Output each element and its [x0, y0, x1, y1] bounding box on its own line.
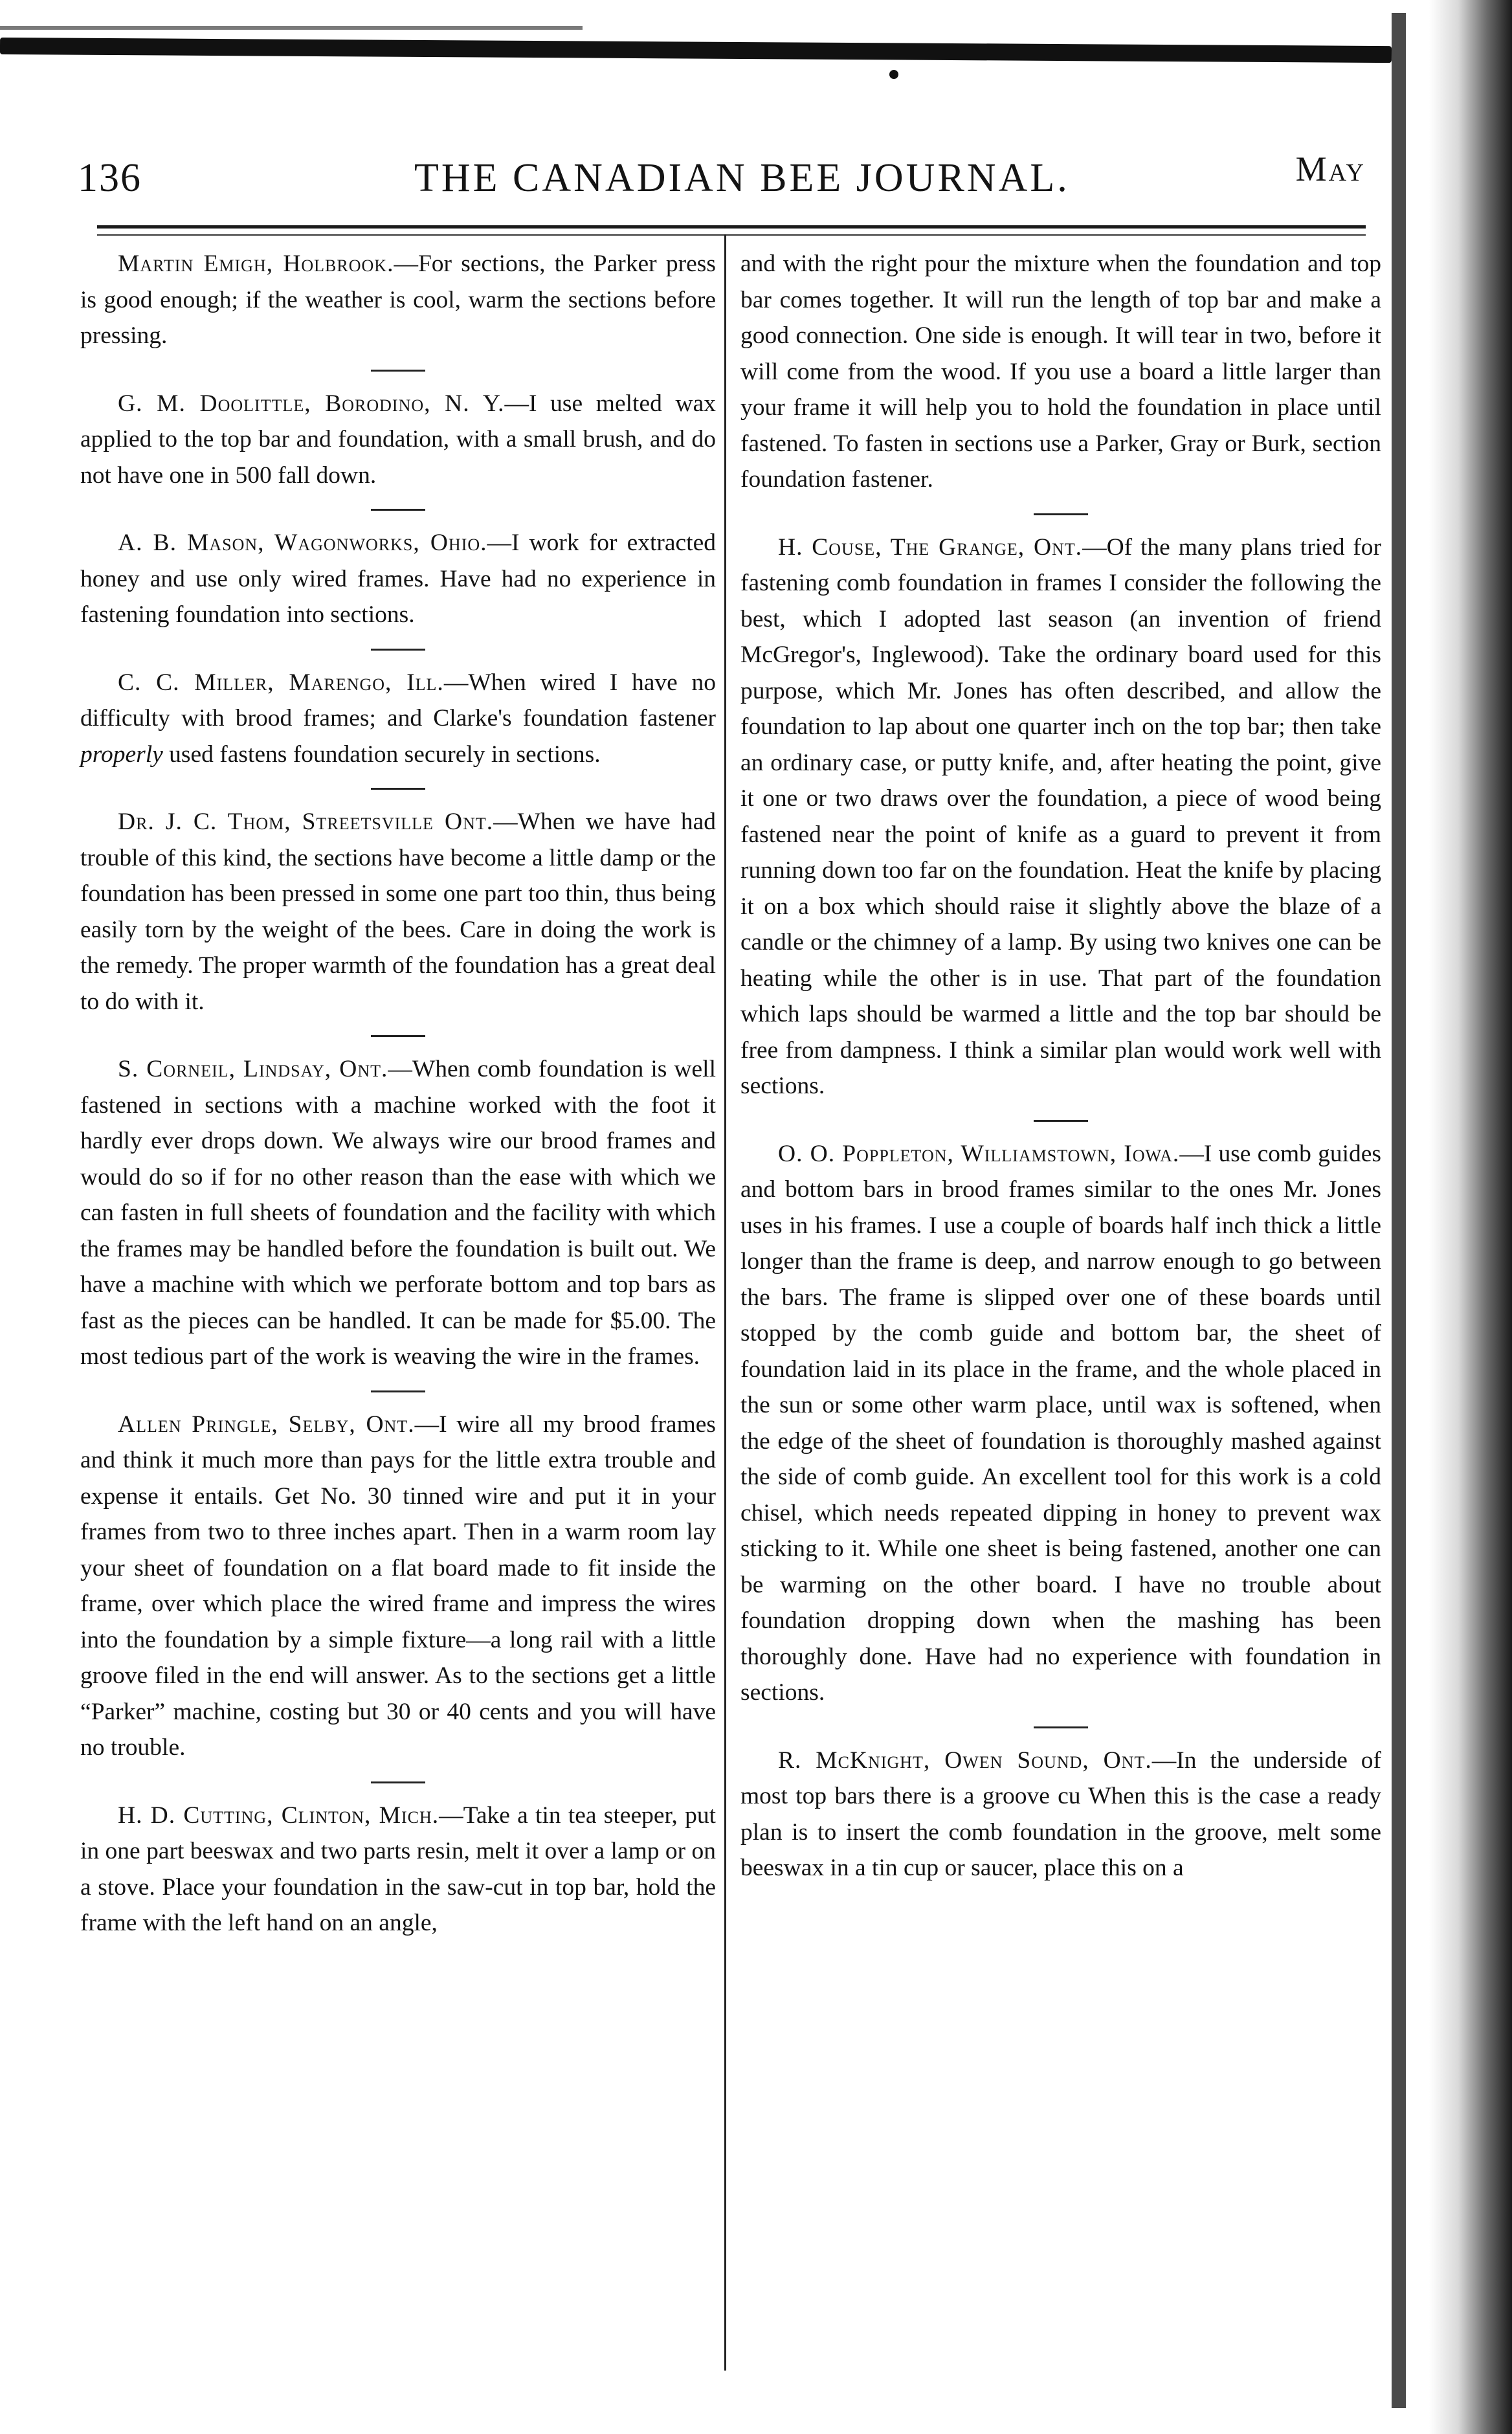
- top-border-thin: [0, 26, 583, 30]
- letter-text: —I use melted wax applied to the top bar and foundation, with a small brush, and do not have one in 500 fall down.: [80, 390, 716, 489]
- ink-dot: [889, 70, 898, 79]
- correspondent-name: R. McKnight, Owen Sound, Ont.: [778, 1747, 1152, 1774]
- page-header: [78, 150, 1366, 220]
- letter-text: —In the underside of most top bars there is a groove cu When this is the case a ready plan is to insert the comb foundation in the groove, melt some beeswax in a tin cup or saucer, place this on a: [740, 1747, 1381, 1881]
- letter-pringle: [80, 1407, 716, 1766]
- letter-mason: [80, 525, 716, 633]
- column-divider: [724, 234, 726, 2371]
- letter-text: —For sections, the Parker press is good enough; if the weather is cool, warm the sections before pressing.: [80, 251, 716, 349]
- letter-text: —I work for extracted honey and use only wired frames. Have had no experience in fastening foundation into sections.: [80, 530, 716, 628]
- letter-cutting-continued: and with the right pour the mixture when the foundation and top bar comes together. It will run the length of top bar and make a good connection. One side is enough. It will tear in two, before it will come from the wood. If you use a board a little larger than your frame it will help you to hold the foundation in place until fastened. To fasten in sections use a Parker, Gray or Burk, section foundation fastener.: [740, 251, 1381, 493]
- separator-rule: [1034, 513, 1088, 515]
- letter-corneil: [80, 1051, 716, 1375]
- letter-doolittle: [80, 386, 716, 494]
- issue-month: May: [1295, 150, 1366, 188]
- correspondent-name: A. B. Mason, Wagonworks, Ohio.: [118, 530, 487, 556]
- separator-rule: [371, 509, 425, 511]
- letter-text: —Take a tin tea steeper, put in one part beeswax and two parts resin, melt it over a lamp or on a stove. Place your foundation in the saw-cut in top bar, hold the frame with the left hand on an angle,: [80, 1802, 717, 1936]
- letter-cutting: [80, 1798, 716, 1941]
- separator-rule: [371, 649, 425, 651]
- binding-shadow-bar: [1392, 13, 1406, 2408]
- left-column: [80, 246, 716, 1970]
- correspondent-name: G. M. Doolittle, Borodino, N. Y.: [118, 390, 505, 417]
- letter-miller: [80, 665, 716, 773]
- correspondent-name: O. O. Poppleton, Williamstown, Iowa.: [778, 1140, 1180, 1167]
- correspondent-name: Allen Pringle, Selby, Ont.: [118, 1411, 415, 1438]
- separator-rule: [371, 788, 425, 790]
- journal-title: THE CANADIAN BEE JOURNAL.: [414, 156, 1070, 200]
- top-border-rule: [0, 38, 1392, 63]
- letter-text: —When we have had trouble of this kind, the sections have become a little damp or the foundation has been pressed in some one part too thin, thus being easily torn by the weight of the bees. Care in doing the work is the remedy. The proper warmth of the foundation has a great deal to do with it.: [80, 809, 717, 1015]
- separator-rule: [371, 1035, 425, 1037]
- letter-thom: [80, 804, 716, 1020]
- separator-rule: [1034, 1120, 1088, 1122]
- header-rule-thin: [97, 234, 1366, 236]
- letter-text: —When comb foundation is well fastened in sections with a machine worked with the foot it hardly ever drops down. We always wire our brood frames and would do so if for no other reason than the ease with which we can fasten in full sheets of foundation and the facility with which the frames may be handled before the foundation is built out. We have a machine with which we perforate bottom and top bars as fast as the pieces can be handled. It can be made for $5.00. The most tedious part of the work is weaving the wire in the frames.: [80, 1056, 716, 1370]
- letter-couse: [740, 530, 1381, 1104]
- letter-poppleton: [740, 1136, 1381, 1711]
- correspondent-name: H. Couse, The Grange, Ont.: [778, 533, 1083, 561]
- separator-rule: [371, 1390, 425, 1392]
- correspondent-name: S. Corneil, Lindsay, Ont.: [118, 1056, 388, 1082]
- letter-text: —When wired I have no difficulty with brood frames; and Clarke's foundation fastener: [80, 669, 717, 731]
- letter-text: —I wire all my brood frames and think it much more than pays for the little extra trouble and expense it entails. Get No. 30 tinned wire and put it in your frames from two to three inches apart. Then in a warm room lay your sheet of foundation on a flat board made to fit inside the frame, over which place the wired frame and impress the wires into the foundation by a simple fixture—a long rail with a little groove filed in the end will answer. As to the sections get a little “Parker” machine, costing but 30 or 40 cents and you will have no trouble.: [80, 1411, 716, 1761]
- letter-text: —Of the many plans tried for fastening comb foundation in frames I consider the following the best, which I adopted last season (an invention of friend McGregor's, Inglewood). Take the ordinary board used for this purpose, which Mr. Jones has often described, and allow the foundation to lap about one quarter inch on the top bar; then take an ordinary case, or putty knife, and, after heating the point, give it one or two draws over the foundation, a piece of wood being fastened near the point of knife as a guard to prevent it from running down too far on the foundation. Heat the knife by placing it on a box which should raise it slightly above the blaze of a candle or the chimney of a lamp. By using two knives one can be heating while the other is in use. That part of the foundation which laps should be warmed a little and the top bar should be free from dampness. I think a similar plan would work well with sections.: [740, 533, 1381, 1099]
- separator-rule: [371, 370, 425, 372]
- correspondent-name: Dr. J. C. Thom, Streetsville Ont.: [118, 809, 494, 835]
- correspondent-name: C. C. Miller, Marengo, Ill.: [118, 669, 444, 696]
- letter-text: used fastens foundation securely in sections.: [162, 741, 601, 768]
- header-rule: [97, 225, 1366, 229]
- correspondent-name: Martin Emigh, Holbrook.: [118, 251, 394, 277]
- page-number: 136: [78, 156, 142, 200]
- separator-rule: [371, 1781, 425, 1783]
- letter-mcknight: [740, 1743, 1381, 1886]
- letter-text: —I use comb guides and bottom bars in brood frames similar to the ones Mr. Jones uses in his frames. I use a couple of boards half inch thick a little longer than the frame is deep, and narrow enough to go between the bars. The frame is slipped over one of these boards until stopped by the comb guide and bottom bar, the sheet of foundation laid in its place in the frame, and the whole placed in the sun or some other warm place, until wax is softened, when the edge of the sheet of foundation is thoroughly mashed against the side of comb guide. An excellent tool for this work is a cold chisel, which needs repeated dipping in honey to prevent wax sticking to it. While one sheet is being fastened, another one can be warming on the other board. I have no trouble about foundation dropping down when the mashing has been thoroughly done. Have had no experience with foundation in sections.: [740, 1140, 1381, 1706]
- separator-rule: [1034, 1726, 1088, 1728]
- emphasis-text: properly: [80, 741, 163, 768]
- correspondent-name: H. D. Cutting, Clinton, Mich.: [118, 1802, 439, 1829]
- right-column: [740, 246, 1381, 1915]
- page-edge-shadow: [1429, 0, 1512, 2434]
- letter-emigh: [80, 246, 716, 354]
